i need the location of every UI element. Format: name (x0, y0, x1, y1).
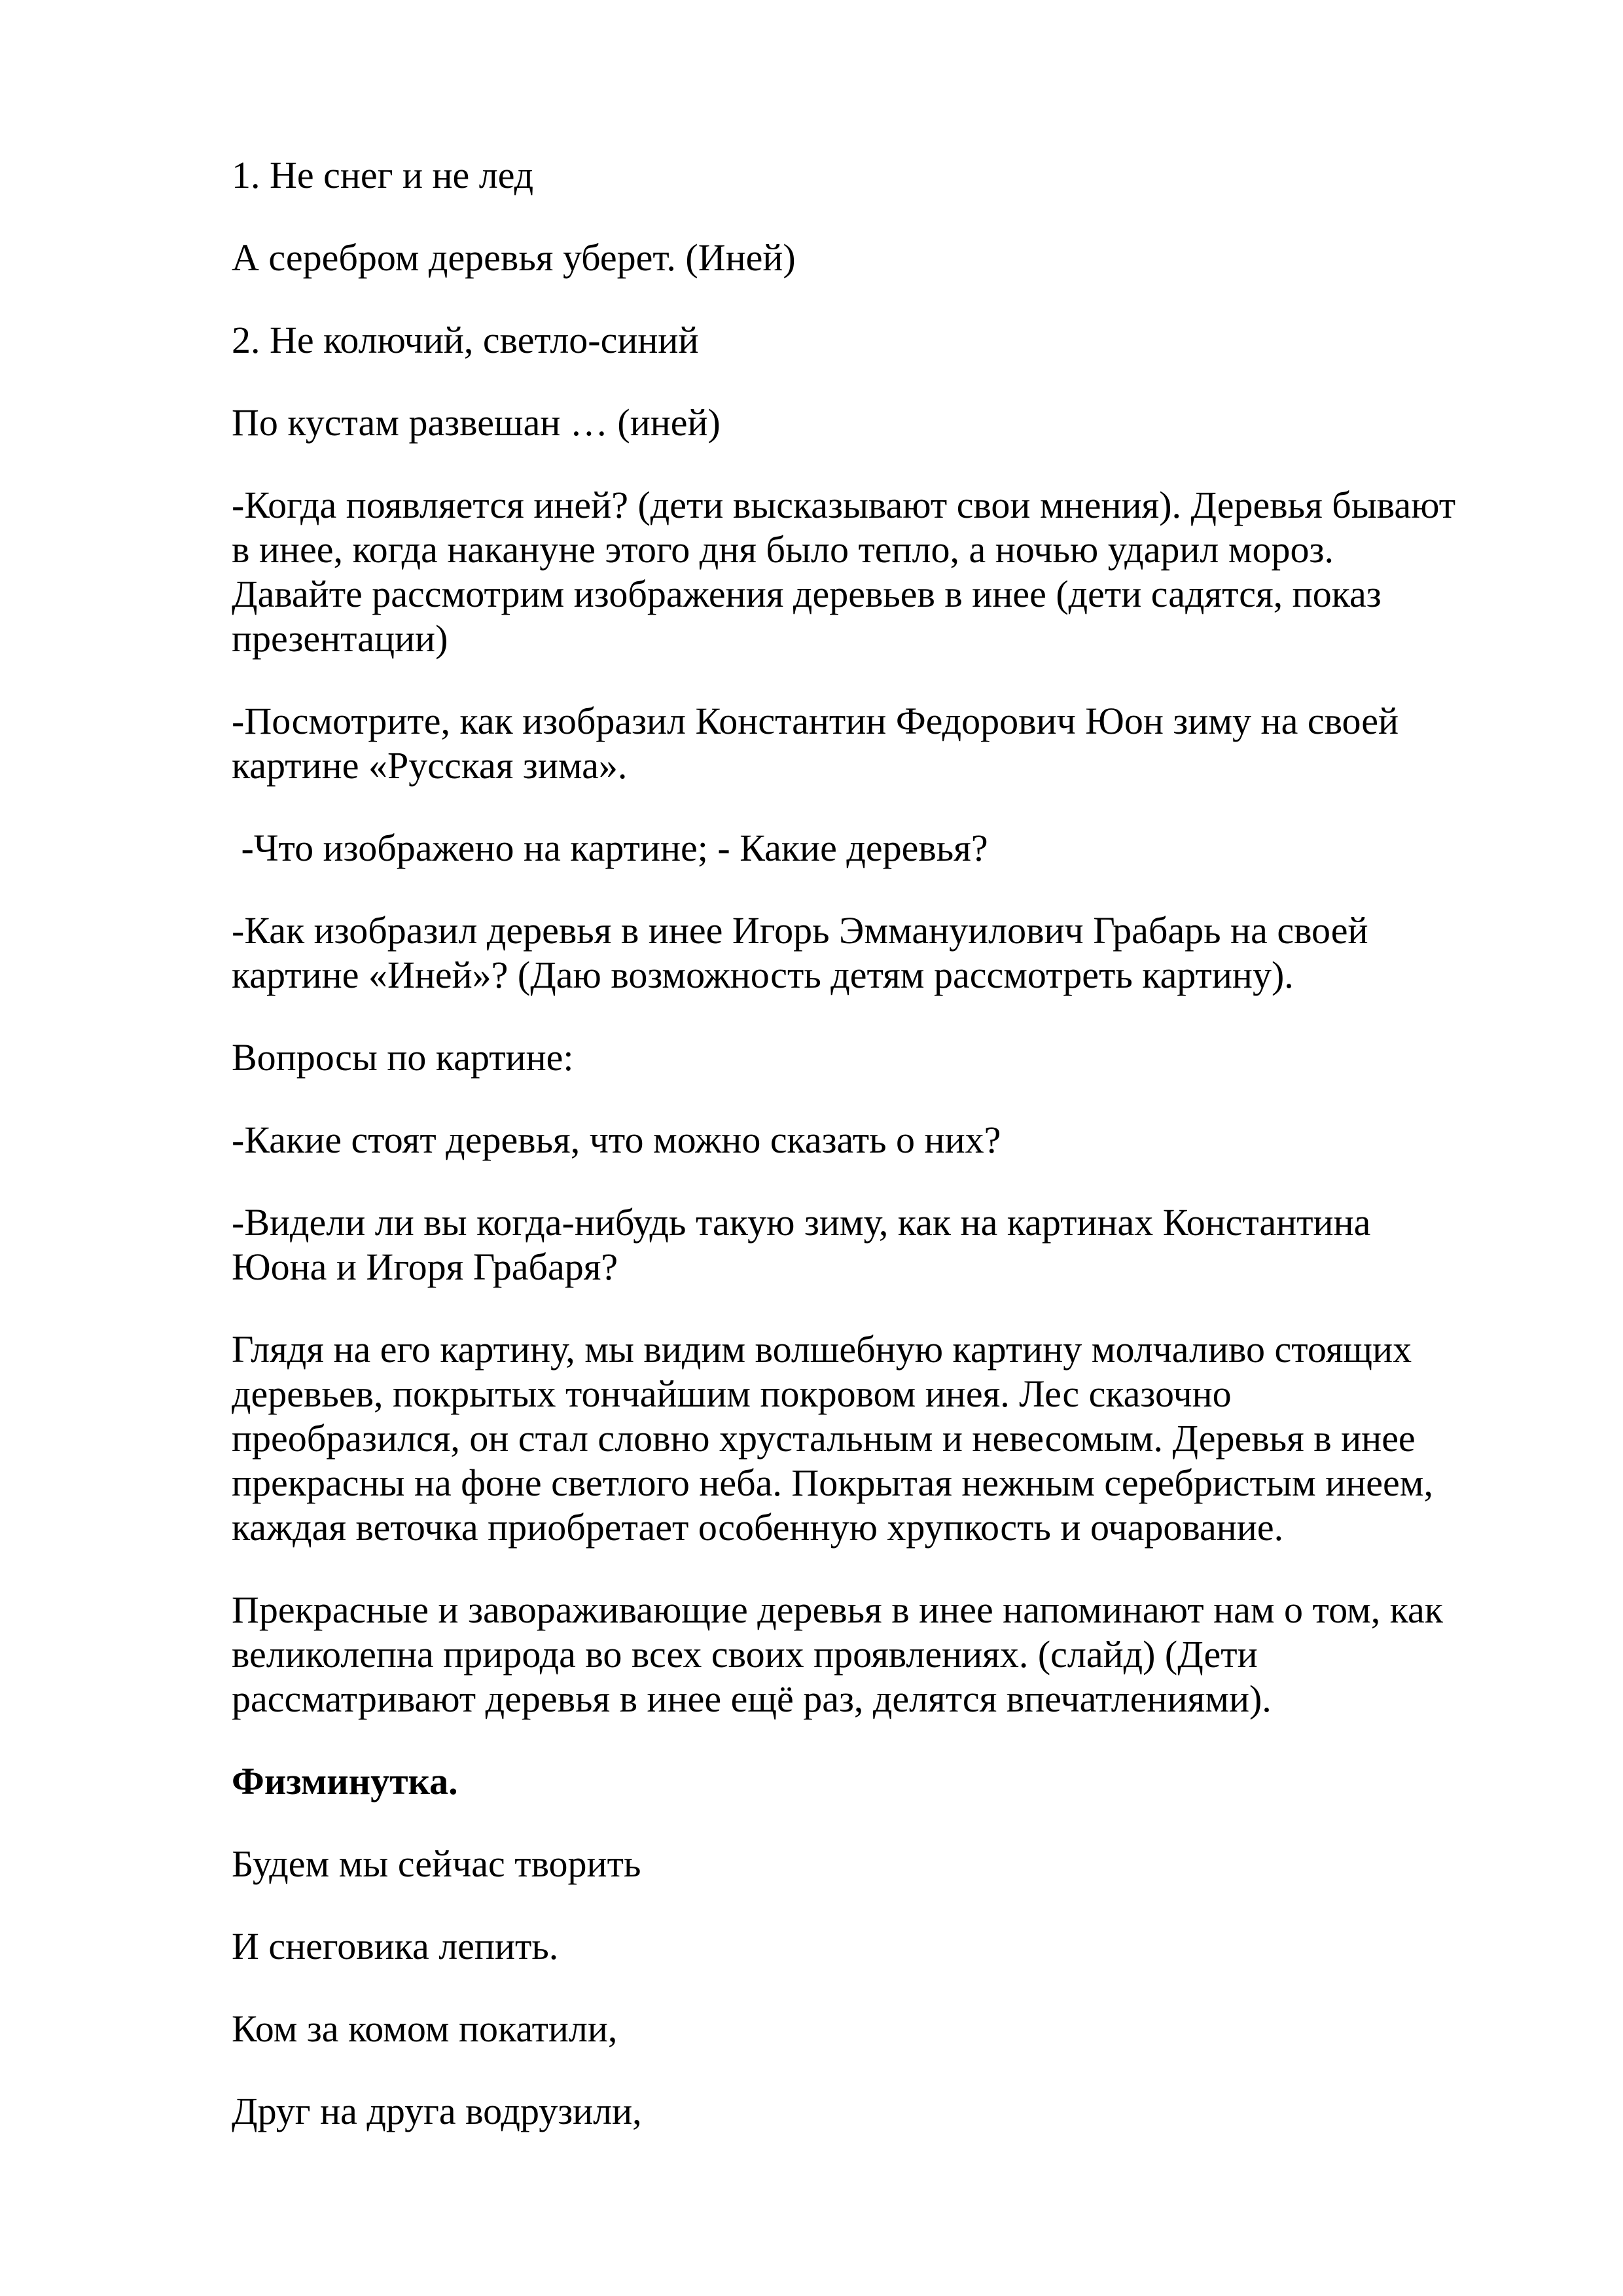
paragraph: По кустам развешан … (иней) (232, 401, 721, 444)
paragraph: И снеговика лепить. (232, 1925, 559, 1967)
paragraph: 2. Не колючий, светло-синий (232, 319, 699, 361)
paragraph: Ком за комом покатили, (232, 2007, 618, 2050)
paragraph: -Когда появляется иней? (дети высказывают свои мнения). Деревья бывают в инее, когда накануне этого дня было тепло, а ночью ударил мороз. Давайте рассмотрим изображения деревьев в инее (дети садятся, показ презентации) (232, 484, 1465, 660)
paragraph: А серебром деревья уберет. (Иней) (232, 236, 796, 279)
paragraph: Будем мы сейчас творить (232, 1842, 641, 1885)
paragraph: Прекрасные и завораживающие деревья в инее напоминают нам о том, как великолепна природа во всех своих проявлениях. (слайд) (Дети рассматривают деревья в инее ещё раз, делятся впечатлениями). (232, 1588, 1453, 1720)
paragraph: -Видели ли вы когда-нибудь такую зиму, как на картинах Константина Юона и Игоря Грабаря? (232, 1201, 1380, 1288)
paragraph: -Что изображено на картине; - Какие деревья? (232, 827, 988, 869)
paragraph: Друг на друга водрузили, (232, 2090, 642, 2132)
paragraph: Вопросы по картине: (232, 1036, 574, 1079)
paragraph: Глядя на его картину, мы видим волшебную картину молчаливо стоящих деревьев, покрытых тончайшим покровом инея. Лес сказочно преобразился, он стал словно хрустальным и невесомым. Деревья в инее прекрасны на фоне светлого неба. Покрытая нежным серебристым инеем, каждая веточка приобретает особенную хрупкость и очарование. (232, 1328, 1443, 1549)
paragraph: -Какие стоят деревья, что можно сказать о них? (232, 1119, 1001, 1161)
paragraph: -Посмотрите, как изобразил Константин Федорович Юон зиму на своей картине «Русская зима». (232, 700, 1408, 787)
document-text-block (232, 153, 1469, 2134)
paragraph: 1. Не снег и не лед (232, 154, 534, 196)
paragraph: Физминутка. (232, 1760, 458, 1803)
paragraph: -Как изобразил деревья в инее Игорь Эммануилович Грабарь на своей картине «Иней»? (Даю возможность детям рассмотреть картину). (232, 909, 1378, 996)
